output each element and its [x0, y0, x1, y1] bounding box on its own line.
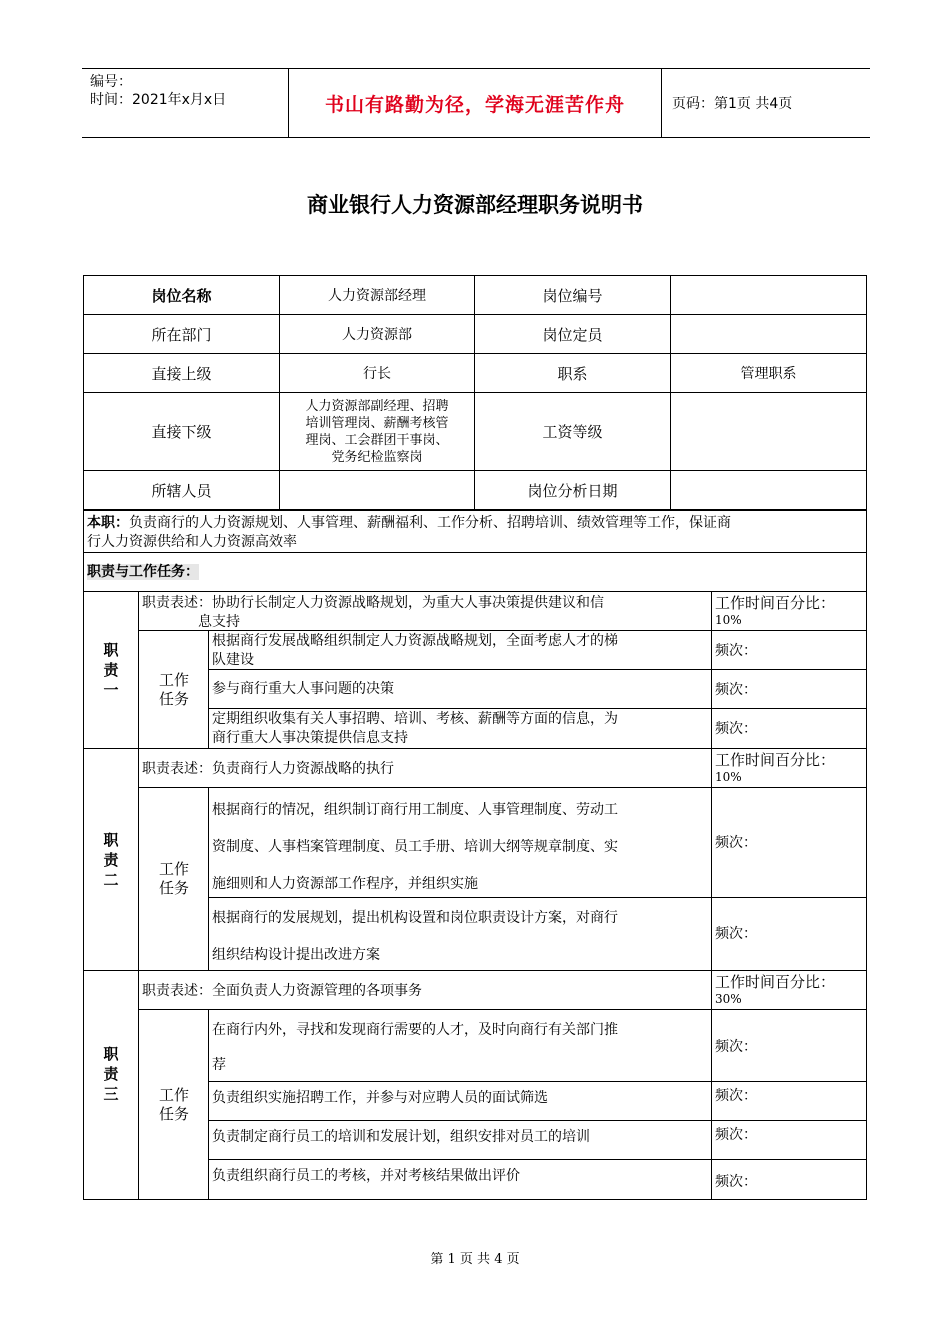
page-footer: 第 1 页 共 4 页	[430, 1252, 520, 1267]
duty-3-task-1: 在商行内外，寻找和发现商行需要的人才，及时向商行有关部门推 荐	[212, 1022, 618, 1073]
duty-3-task-2: 负责组织实施招聘工作，并参与对应聘人员的面试筛选	[212, 1090, 548, 1106]
duty-1-name: 职 责 一	[103, 641, 119, 699]
analysis-date-value	[671, 471, 867, 510]
staffing-label: 岗位定员	[475, 315, 671, 354]
staff-value	[280, 471, 475, 510]
post-no-label: 岗位编号	[475, 276, 671, 315]
page-info: 页码：第1页 共4页	[672, 96, 793, 112]
staffing-value	[671, 315, 867, 354]
duty-1-task-1: 根据商行发展战略组织制定人力资源战略规划，全面考虑人才的梯 队建设	[212, 633, 618, 668]
duty-3-percent: 工作时间百分比： 30%	[715, 973, 836, 1006]
duty-3-task-label: 工作 任务	[158, 1086, 189, 1123]
duty-1-task-3: 定期组织收集有关人事招聘、培训、考核、薪酬等方面的信息，为 商行重大人事决策提供信息支持	[212, 711, 618, 746]
duty-3-task-2-freq: 频次：	[715, 1088, 757, 1104]
grade-value	[671, 393, 867, 471]
duty-2-task-2-freq: 频次：	[715, 926, 757, 942]
duty-2-name: 职 责 二	[103, 831, 119, 889]
duty-1-task-label: 工作 任务	[158, 671, 189, 708]
duty-2-task-1: 根据商行的情况，组织制订商行用工制度、人事管理制度、劳动工 资制度、人事档案管理制度、员工手册、培训大纲等规章制度、实 施细则和人力资源部工作程序，并组织实施	[212, 802, 618, 892]
post-info-table	[83, 275, 867, 510]
grade-label: 工资等级	[475, 393, 671, 471]
subordinate-line: 理岗、工会群团干事岗、	[305, 432, 449, 448]
duty-summary-line1: 负责商行的人力资源规划、人事管理、薪酬福利、工作分析、招聘培训、绩效管理等工作，保证商	[129, 515, 731, 531]
duty-1-task-1-freq: 频次：	[715, 643, 757, 659]
duty-3-task-4-freq: 频次：	[715, 1174, 757, 1190]
subordinate-line: 培训管理岗、薪酬考核管	[305, 415, 449, 431]
subordinate-line: 人力资源部副经理、招聘	[305, 398, 449, 414]
section-title: 职责与工作任务：	[87, 564, 199, 580]
superior-label: 直接上级	[84, 354, 280, 393]
subordinate-line: 党务纪检监察岗	[331, 449, 423, 465]
duty-2-task-label: 工作 任务	[158, 860, 189, 897]
duty-2-task-2: 根据商行的发展规划，提出机构设置和岗位职责设计方案，对商行 组织结构设计提出改进方案	[212, 910, 618, 963]
superior-value: 行长	[280, 354, 475, 393]
post-name-value: 人力资源部经理	[280, 276, 475, 315]
post-no-value	[671, 276, 867, 315]
dept-label: 所在部门	[84, 315, 280, 354]
duty-summary	[87, 514, 863, 552]
duty-3-name: 职 责 三	[103, 1045, 119, 1103]
duty-summary-label: 本职：	[87, 515, 129, 531]
duty-1-task-2-freq: 频次：	[715, 682, 757, 698]
staff-label: 所辖人员	[84, 471, 280, 510]
duty-3-task-3-freq: 频次：	[715, 1127, 757, 1143]
duty-2-task-1-freq: 频次：	[715, 835, 757, 851]
analysis-date-label: 岗位分析日期	[475, 471, 671, 510]
duty-3-task-1-freq: 频次：	[715, 1039, 757, 1055]
document-header	[82, 68, 870, 138]
duty-1-statement: 职责表述：协助行长制定人力资源战略规划，为重大人事决策提供建议和信 息支持	[142, 595, 604, 630]
duty-2-statement: 职责表述：负责商行人力资源战略的执行	[142, 761, 394, 777]
duty-1-task-2: 参与商行重大人事问题的决策	[212, 681, 394, 697]
duty-3-task-4: 负责组织商行员工的考核，并对考核结果做出评价	[212, 1168, 520, 1184]
duty-1-percent: 工作时间百分比： 10%	[715, 594, 836, 627]
duty-summary-line2: 行人力资源供给和人力资源高效率	[87, 534, 297, 550]
document-title: 商业银行人力资源部经理职务说明书	[307, 193, 643, 217]
duties-box	[83, 510, 867, 1200]
number-label: 编号：	[90, 74, 132, 90]
motto: 书山有路勤为径，学海无涯苦作舟	[288, 69, 662, 137]
series-label: 职系	[475, 354, 671, 393]
duty-3-task-3: 负责制定商行员工的培训和发展计划，组织安排对员工的培训	[212, 1129, 590, 1145]
subordinate-value	[280, 393, 475, 471]
header-meta	[82, 69, 288, 137]
series-value: 管理职系	[671, 354, 867, 393]
subordinate-label: 直接下级	[84, 393, 280, 471]
post-name-label: 岗位名称	[84, 276, 280, 315]
dept-value: 人力资源部	[280, 315, 475, 354]
time-label: 时间：2021年x月x日	[90, 92, 227, 108]
duty-3-statement: 职责表述：全面负责人力资源管理的各项事务	[142, 983, 422, 999]
duty-2-percent: 工作时间百分比： 10%	[715, 751, 836, 784]
duty-1-task-3-freq: 频次：	[715, 721, 757, 737]
